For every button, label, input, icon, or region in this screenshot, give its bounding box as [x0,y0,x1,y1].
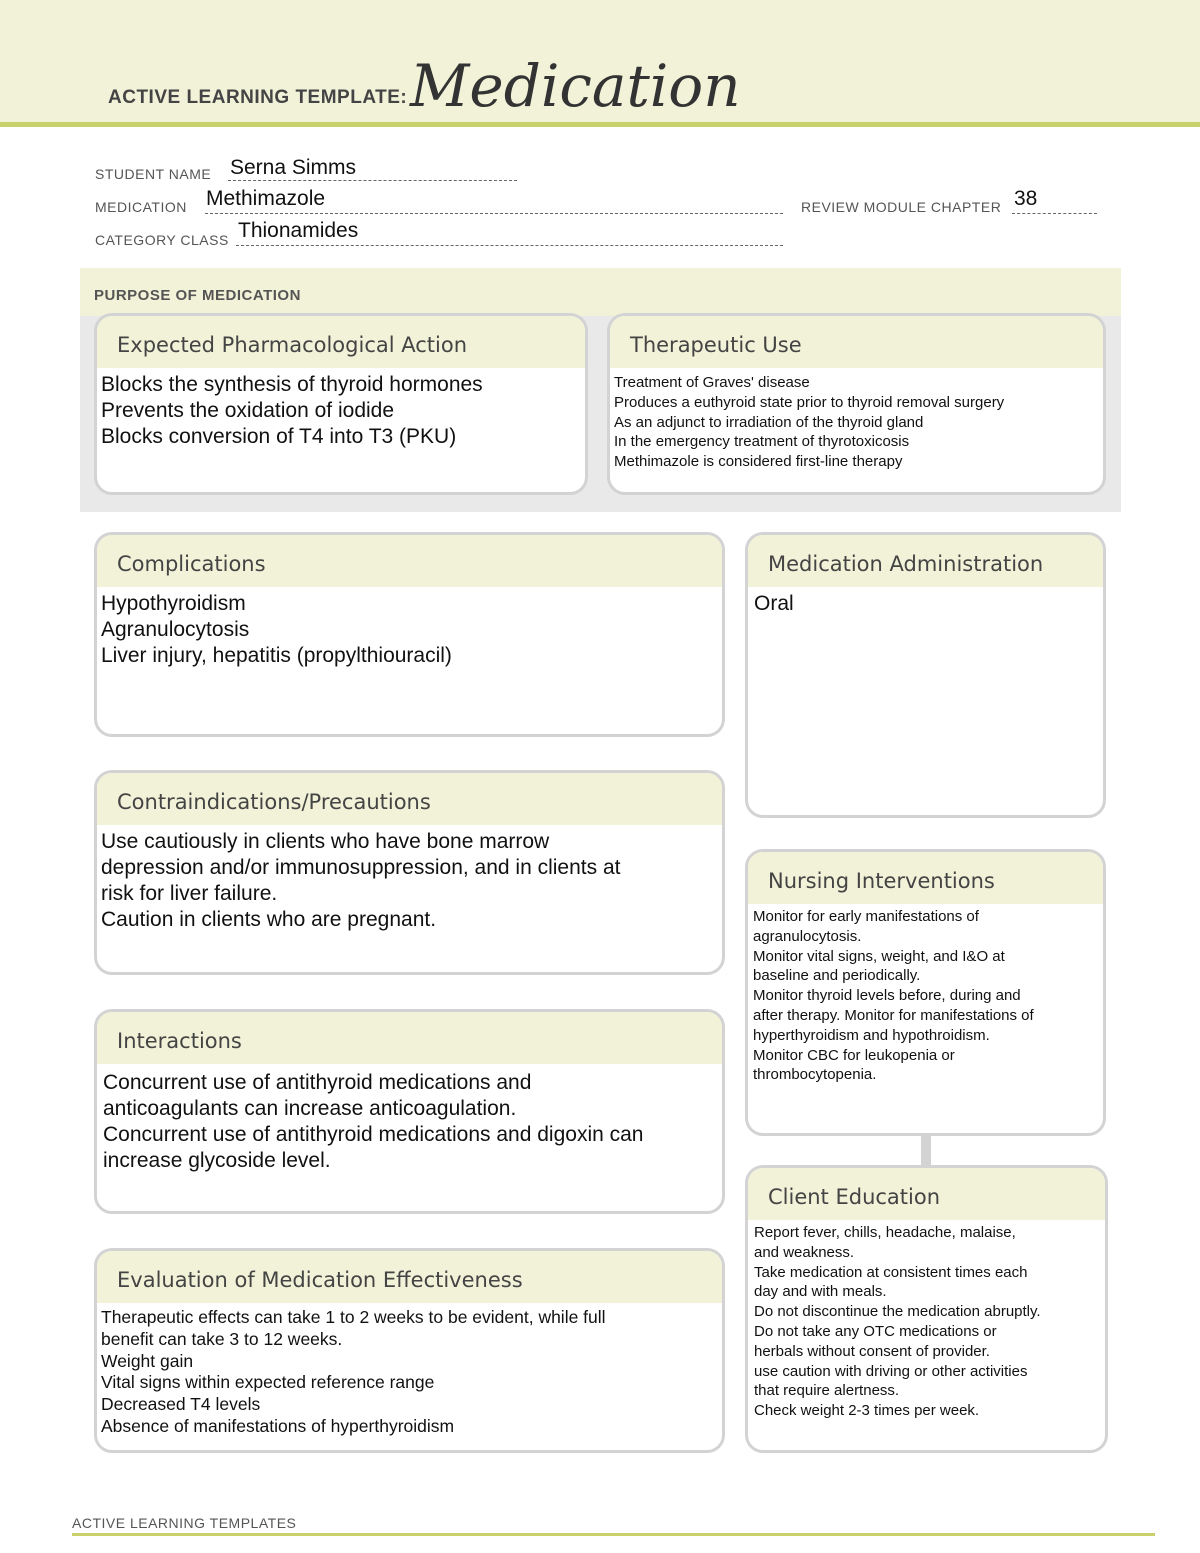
therapeutic-use-line: Methimazole is considered first-line therapy [614,453,903,471]
expected-action-box [94,313,588,495]
expected-action-title: Expected Pharmacological Action [97,316,585,368]
client-education-line: that require alertness. [754,1382,900,1400]
therapeutic-use-line: Treatment of Graves' disease [614,374,810,391]
page-title: Medication [410,52,741,120]
therapeutic-use-line: Produces a euthyroid state prior to thyroid removal surgery [614,393,1005,411]
client-education-line: Take medication at consistent times each [754,1263,1028,1281]
student-name-underline [228,180,517,181]
contraindications-line: Use cautiously in clients who have bone marrow [101,830,550,853]
footer-label: ACTIVE LEARNING TEMPLATES [72,1515,297,1531]
therapeutic-use-body[interactable] [610,368,1103,472]
expected-action-line: Prevents the oxidation of iodide [101,399,395,422]
nursing-interventions-box [745,849,1106,1136]
client-education-line: day and with meals. [754,1283,887,1301]
interactions-title: Interactions [97,1012,722,1064]
medication-field[interactable]: Methimazole [206,187,326,210]
student-name-label: STUDENT NAME [95,166,212,182]
evaluation-line: Absence of manifestations of hyperthyroidism [101,1415,455,1436]
footer-rule [72,1533,1155,1536]
evaluation-line: Therapeutic effects can take 1 to 2 weeks to be evident, while full [101,1307,606,1327]
nursing-interventions-line: agranulocytosis. [753,927,862,945]
review-module-field[interactable]: 38 [1014,187,1038,210]
nursing-interventions-line: after therapy. Monitor for manifestations of [753,1006,1034,1024]
nursing-interventions-body[interactable] [748,904,1103,1085]
header-rule [0,122,1200,127]
therapeutic-use-box [607,313,1106,495]
interactions-body[interactable] [97,1064,722,1174]
purpose-label: PURPOSE OF MEDICATION [94,287,301,304]
evaluation-title: Evaluation of Medication Effectiveness [97,1251,722,1303]
nursing-interventions-line: Monitor CBC for leukopenia or [753,1046,955,1064]
category-class-label: CATEGORY CLASS [95,232,229,248]
evaluation-line: benefit can take 3 to 12 weeks. [101,1328,343,1349]
client-education-body[interactable] [748,1220,1105,1421]
administration-box [745,532,1106,818]
client-education-title: Client Education [748,1168,1105,1220]
expected-action-body[interactable] [97,368,585,450]
client-education-line: Check weight 2-3 times per week. [754,1402,980,1420]
contraindications-line: Caution in clients who are pregnant. [101,908,437,931]
medication-label: MEDICATION [95,199,187,215]
contraindications-box [94,770,725,975]
evaluation-line: Vital signs within expected reference range [101,1372,435,1393]
complications-box [94,532,725,737]
contraindications-line: depression and/or immunosuppression, and in clients at [101,856,621,879]
review-module-underline [1012,213,1097,214]
nursing-interventions-title: Nursing Interventions [748,852,1103,904]
complications-line: Hypothyroidism [101,592,246,615]
contraindications-body[interactable] [97,825,722,933]
template-label: ACTIVE LEARNING TEMPLATE: [108,87,408,108]
complications-line: Liver injury, hepatitis (propylthiouracil) [101,644,452,667]
student-name-field[interactable]: Serna Simms [230,156,357,179]
evaluation-line: Weight gain [101,1350,194,1371]
interactions-line: Concurrent use of antithyroid medications and [103,1071,532,1094]
interactions-line: increase glycoside level. [103,1149,331,1172]
expected-action-line: Blocks conversion of T4 into T3 (PKU) [101,425,457,448]
category-class-field[interactable]: Thionamides [238,219,359,242]
contraindications-title: Contraindications/Precautions [97,773,722,825]
complications-title: Complications [97,535,722,587]
administration-title: Medication Administration [748,535,1103,587]
nursing-interventions-line: thrombocytopenia. [753,1066,877,1084]
client-education-line: Do not discontinue the medication abruptly. [754,1303,1041,1321]
therapeutic-use-title: Therapeutic Use [610,316,1103,368]
evaluation-box [94,1248,725,1453]
client-education-line: use caution with driving or other activities [754,1362,1028,1380]
contraindications-line: risk for liver failure. [101,882,278,905]
expected-action-line: Blocks the synthesis of thyroid hormones [101,373,483,396]
box-connector [921,1134,931,1166]
client-education-line: and weakness. [754,1243,855,1261]
category-class-underline [236,245,783,246]
evaluation-body[interactable] [97,1303,722,1438]
nursing-interventions-line: Monitor vital signs, weight, and I&O at [753,947,1005,965]
complications-line: Agranulocytosis [101,618,250,641]
client-education-line: Report fever, chills, headache, malaise, [754,1224,1016,1241]
client-education-line: Do not take any OTC medications or [754,1322,997,1340]
therapeutic-use-line: As an adjunct to irradiation of the thyroid gland [614,413,924,431]
interactions-line: anticoagulants can increase anticoagulation. [103,1097,517,1120]
administration-line: Oral [754,592,794,615]
nursing-interventions-line: Monitor thyroid levels before, during and [753,987,1021,1005]
therapeutic-use-line: In the emergency treatment of thyrotoxicosis [614,433,910,451]
evaluation-line: Decreased T4 levels [101,1394,261,1415]
nursing-interventions-line: baseline and periodically. [753,967,921,985]
client-education-box [745,1165,1108,1453]
client-education-line: herbals without consent of provider. [754,1342,990,1360]
nursing-interventions-line: Monitor for early manifestations of [753,908,979,925]
nursing-interventions-line: hyperthyroidism and hypothroidism. [753,1026,990,1044]
medication-underline [205,213,783,214]
interactions-box [94,1009,725,1214]
administration-body[interactable] [748,587,1103,617]
complications-body[interactable] [97,587,722,669]
interactions-line: Concurrent use of antithyroid medications and digoxin can [103,1123,644,1146]
review-module-label: REVIEW MODULE CHAPTER [801,199,1002,215]
